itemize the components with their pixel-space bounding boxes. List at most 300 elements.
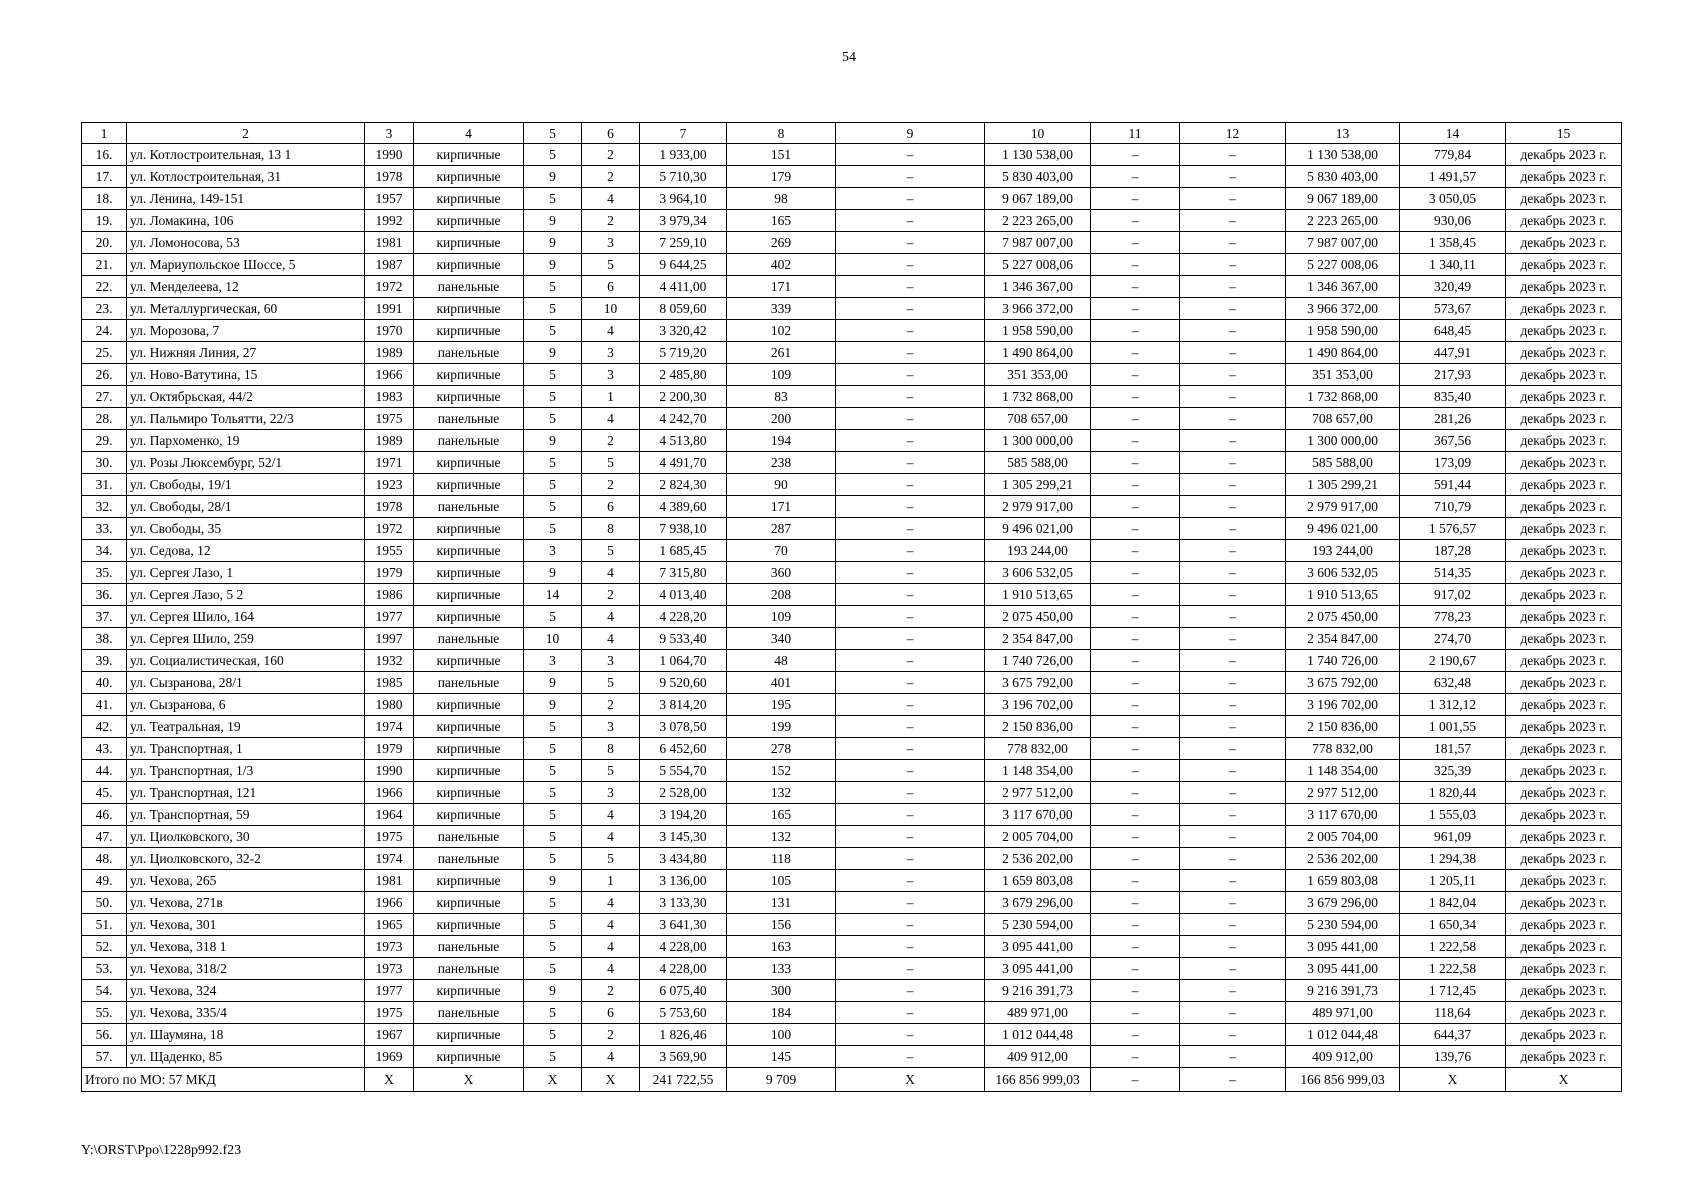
table-cell: 21. xyxy=(82,254,127,276)
table-cell: – xyxy=(1091,936,1180,958)
table-cell: декабрь 2023 г. xyxy=(1506,1046,1622,1068)
table-cell: 4 242,70 xyxy=(640,408,727,430)
address-cell: ул. Пархоменко, 19 xyxy=(127,430,365,452)
table-cell: кирпичные xyxy=(414,386,524,408)
table-cell: 1 346 367,00 xyxy=(1286,276,1400,298)
table-cell: 9 520,60 xyxy=(640,672,727,694)
table-cell: 1969 xyxy=(365,1046,414,1068)
table-cell: – xyxy=(1180,562,1286,584)
table-cell: кирпичные xyxy=(414,232,524,254)
table-cell: 5 xyxy=(524,474,582,496)
table-cell: 5 xyxy=(524,1002,582,1024)
table-row xyxy=(82,958,1622,980)
table-cell: кирпичные xyxy=(414,584,524,606)
address-cell: ул. Транспортная, 1 xyxy=(127,738,365,760)
table-cell: – xyxy=(1091,518,1180,540)
table-cell: 98 xyxy=(727,188,836,210)
table-cell: 5 xyxy=(524,892,582,914)
table-cell: 156 xyxy=(727,914,836,936)
address-cell: ул. Циолковского, 32-2 xyxy=(127,848,365,870)
column-header: 4 xyxy=(414,123,524,144)
table-row xyxy=(82,738,1622,760)
table-cell: 1 958 590,00 xyxy=(1286,320,1400,342)
table-cell: 1974 xyxy=(365,848,414,870)
table-cell: 9 xyxy=(524,342,582,364)
column-header: 1 xyxy=(82,123,127,144)
table-cell: 644,37 xyxy=(1400,1024,1506,1046)
table-cell: 1 xyxy=(582,386,640,408)
table-cell: 1975 xyxy=(365,1002,414,1024)
table-cell: 708 657,00 xyxy=(1286,408,1400,430)
total-cell: X xyxy=(365,1068,414,1092)
table-cell: декабрь 2023 г. xyxy=(1506,584,1622,606)
table-cell: 5 xyxy=(524,320,582,342)
table-cell: – xyxy=(1180,276,1286,298)
table-cell: – xyxy=(1091,342,1180,364)
column-header: 3 xyxy=(365,123,414,144)
column-header: 13 xyxy=(1286,123,1400,144)
table-cell: кирпичные xyxy=(414,188,524,210)
table-cell: – xyxy=(1180,188,1286,210)
table-cell: 5 xyxy=(524,452,582,474)
table-cell: 2 075 450,00 xyxy=(985,606,1091,628)
table-cell: декабрь 2023 г. xyxy=(1506,188,1622,210)
table-cell: 1957 xyxy=(365,188,414,210)
column-header: 8 xyxy=(727,123,836,144)
table-cell: 17. xyxy=(82,166,127,188)
table-cell: 6 xyxy=(582,496,640,518)
table-cell: 55. xyxy=(82,1002,127,1024)
table-cell: 278 xyxy=(727,738,836,760)
table-cell: 1 659 803,08 xyxy=(985,870,1091,892)
table-cell: 1966 xyxy=(365,782,414,804)
table-cell: 5 xyxy=(524,804,582,826)
address-cell: ул. Чехова, 271в xyxy=(127,892,365,914)
table-cell: кирпичные xyxy=(414,166,524,188)
table-cell: 1 064,70 xyxy=(640,650,727,672)
address-cell: ул. Транспортная, 1/3 xyxy=(127,760,365,782)
table-cell: – xyxy=(1091,540,1180,562)
table-row xyxy=(82,694,1622,716)
table-cell: – xyxy=(836,628,985,650)
table-cell: 632,48 xyxy=(1400,672,1506,694)
table-cell: 133 xyxy=(727,958,836,980)
table-cell: кирпичные xyxy=(414,980,524,1002)
table-cell: 1981 xyxy=(365,870,414,892)
table-header-row xyxy=(82,123,1622,144)
address-cell: ул. Свободы, 28/1 xyxy=(127,496,365,518)
table-cell: декабрь 2023 г. xyxy=(1506,364,1622,386)
table-cell: декабрь 2023 г. xyxy=(1506,298,1622,320)
table-cell: 351 353,00 xyxy=(985,364,1091,386)
table-cell: панельные xyxy=(414,628,524,650)
total-cell: X xyxy=(524,1068,582,1092)
table-cell: 4 xyxy=(582,320,640,342)
table-cell: 3 434,80 xyxy=(640,848,727,870)
table-cell: декабрь 2023 г. xyxy=(1506,474,1622,496)
table-cell: 1 659 803,08 xyxy=(1286,870,1400,892)
table-cell: 2 536 202,00 xyxy=(985,848,1091,870)
table-cell: 42. xyxy=(82,716,127,738)
table-cell: 5 xyxy=(582,760,640,782)
total-cell: – xyxy=(1180,1068,1286,1092)
table-cell: кирпичные xyxy=(414,210,524,232)
table-cell: – xyxy=(1091,914,1180,936)
table-cell: 193 244,00 xyxy=(985,540,1091,562)
address-cell: ул. Октябрьская, 44/2 xyxy=(127,386,365,408)
table-cell: 132 xyxy=(727,826,836,848)
table-cell: 1 312,12 xyxy=(1400,694,1506,716)
table-cell: – xyxy=(1180,826,1286,848)
table-cell: – xyxy=(1091,276,1180,298)
table-cell: 489 971,00 xyxy=(985,1002,1091,1024)
table-cell: 585 588,00 xyxy=(985,452,1091,474)
table-cell: 9 xyxy=(524,672,582,694)
address-cell: ул. Чехова, 318 1 xyxy=(127,936,365,958)
table-row xyxy=(82,298,1622,320)
table-cell: 145 xyxy=(727,1046,836,1068)
table-cell: декабрь 2023 г. xyxy=(1506,760,1622,782)
table-cell: 3 679 296,00 xyxy=(1286,892,1400,914)
table-cell: – xyxy=(836,958,985,980)
table-cell: 3 117 670,00 xyxy=(1286,804,1400,826)
table-cell: 4 013,40 xyxy=(640,584,727,606)
table-cell: 1 300 000,00 xyxy=(1286,430,1400,452)
table-cell: 7 315,80 xyxy=(640,562,727,584)
total-cell: 166 856 999,03 xyxy=(1286,1068,1400,1092)
table-cell: – xyxy=(1180,254,1286,276)
table-cell: 3 641,30 xyxy=(640,914,727,936)
table-cell: 34. xyxy=(82,540,127,562)
table-cell: 151 xyxy=(727,144,836,166)
table-cell: 5 xyxy=(524,386,582,408)
table-row xyxy=(82,144,1622,166)
table-cell: 401 xyxy=(727,672,836,694)
table-cell: декабрь 2023 г. xyxy=(1506,958,1622,980)
table-cell: – xyxy=(1091,1024,1180,1046)
table-cell: 514,35 xyxy=(1400,562,1506,584)
table-cell: декабрь 2023 г. xyxy=(1506,628,1622,650)
table-cell: декабрь 2023 г. xyxy=(1506,408,1622,430)
table-row xyxy=(82,452,1622,474)
table-cell: 2 xyxy=(582,210,640,232)
table-cell: 961,09 xyxy=(1400,826,1506,848)
table-cell: 779,84 xyxy=(1400,144,1506,166)
table-cell: – xyxy=(1091,870,1180,892)
table-cell: – xyxy=(836,1046,985,1068)
table-cell: 3 xyxy=(524,650,582,672)
table-row xyxy=(82,518,1622,540)
table-cell: 23. xyxy=(82,298,127,320)
table-row xyxy=(82,650,1622,672)
address-cell: ул. Мариупольское Шоссе, 5 xyxy=(127,254,365,276)
table-row xyxy=(82,936,1622,958)
table-cell: 4 228,20 xyxy=(640,606,727,628)
table-row xyxy=(82,166,1622,188)
table-cell: кирпичные xyxy=(414,452,524,474)
table-cell: 5 xyxy=(582,452,640,474)
table-cell: панельные xyxy=(414,826,524,848)
table-cell: 132 xyxy=(727,782,836,804)
table-cell: – xyxy=(836,584,985,606)
column-header: 14 xyxy=(1400,123,1506,144)
table-cell: – xyxy=(1180,474,1286,496)
table-row xyxy=(82,848,1622,870)
table-cell: 1955 xyxy=(365,540,414,562)
table-cell: – xyxy=(836,364,985,386)
table-cell: – xyxy=(1091,958,1180,980)
table-cell: 2 979 917,00 xyxy=(1286,496,1400,518)
table-row xyxy=(82,914,1622,936)
table-cell: 3 117 670,00 xyxy=(985,804,1091,826)
table-cell: – xyxy=(836,650,985,672)
address-cell: ул. Морозова, 7 xyxy=(127,320,365,342)
table-cell: 2 xyxy=(582,694,640,716)
table-cell: 1992 xyxy=(365,210,414,232)
table-cell: 5 xyxy=(524,188,582,210)
table-cell: – xyxy=(836,430,985,452)
table-cell: 2 150 836,00 xyxy=(985,716,1091,738)
table-cell: – xyxy=(1180,518,1286,540)
address-cell: ул. Котлостроительная, 13 1 xyxy=(127,144,365,166)
table-cell: – xyxy=(836,606,985,628)
table-cell: 1 958 590,00 xyxy=(985,320,1091,342)
table-cell: – xyxy=(1091,364,1180,386)
table-cell: 33. xyxy=(82,518,127,540)
table-cell: 778,23 xyxy=(1400,606,1506,628)
column-header: 2 xyxy=(127,123,365,144)
table-cell: декабрь 2023 г. xyxy=(1506,716,1622,738)
table-cell: 2 979 917,00 xyxy=(985,496,1091,518)
table-cell: 48 xyxy=(727,650,836,672)
table-cell: 1966 xyxy=(365,364,414,386)
table-cell: – xyxy=(1180,342,1286,364)
table-cell: – xyxy=(836,672,985,694)
table-cell: – xyxy=(836,870,985,892)
table-cell: декабрь 2023 г. xyxy=(1506,804,1622,826)
table-cell: 1 732 868,00 xyxy=(985,386,1091,408)
table-cell: – xyxy=(1091,650,1180,672)
table-cell: – xyxy=(836,518,985,540)
table-cell: – xyxy=(836,914,985,936)
address-cell: ул. Металлургическая, 60 xyxy=(127,298,365,320)
table-cell: кирпичные xyxy=(414,364,524,386)
address-cell: ул. Щаденко, 85 xyxy=(127,1046,365,1068)
table-row xyxy=(82,782,1622,804)
table-cell: 193 244,00 xyxy=(1286,540,1400,562)
table-cell: 5 xyxy=(582,848,640,870)
table-cell: 9 216 391,73 xyxy=(985,980,1091,1002)
column-header: 6 xyxy=(582,123,640,144)
table-cell: 2 824,30 xyxy=(640,474,727,496)
table-cell: 2 075 450,00 xyxy=(1286,606,1400,628)
table-cell: декабрь 2023 г. xyxy=(1506,166,1622,188)
table-cell: 9 xyxy=(524,430,582,452)
table-cell: 181,57 xyxy=(1400,738,1506,760)
address-cell: ул. Свободы, 19/1 xyxy=(127,474,365,496)
table-row xyxy=(82,188,1622,210)
table-cell: 325,39 xyxy=(1400,760,1506,782)
table-cell: 1972 xyxy=(365,276,414,298)
table-cell: 778 832,00 xyxy=(985,738,1091,760)
address-cell: ул. Шаумяна, 18 xyxy=(127,1024,365,1046)
table-cell: 2 536 202,00 xyxy=(1286,848,1400,870)
table-cell: – xyxy=(1180,980,1286,1002)
address-cell: ул. Котлостроительная, 31 xyxy=(127,166,365,188)
table-cell: декабрь 2023 г. xyxy=(1506,606,1622,628)
table-cell: 2 190,67 xyxy=(1400,650,1506,672)
table-cell: – xyxy=(836,760,985,782)
table-cell: 7 987 007,00 xyxy=(985,232,1091,254)
table-cell: кирпичные xyxy=(414,1024,524,1046)
table-cell: – xyxy=(1091,562,1180,584)
table-cell: 20. xyxy=(82,232,127,254)
table-cell: 1 305 299,21 xyxy=(985,474,1091,496)
table-cell: 179 xyxy=(727,166,836,188)
table-cell: – xyxy=(836,1024,985,1046)
table-row xyxy=(82,496,1622,518)
table-cell: – xyxy=(836,276,985,298)
table-cell: 648,45 xyxy=(1400,320,1506,342)
table-cell: – xyxy=(1091,738,1180,760)
total-cell: 241 722,55 xyxy=(640,1068,727,1092)
table-cell: – xyxy=(1091,232,1180,254)
table-row xyxy=(82,276,1622,298)
table-cell: кирпичные xyxy=(414,716,524,738)
table-cell: 7 938,10 xyxy=(640,518,727,540)
table-row xyxy=(82,364,1622,386)
table-cell: панельные xyxy=(414,496,524,518)
column-header: 11 xyxy=(1091,123,1180,144)
table-cell: 2 xyxy=(582,166,640,188)
table-cell: 591,44 xyxy=(1400,474,1506,496)
table-cell: 287 xyxy=(727,518,836,540)
table-cell: – xyxy=(1180,760,1286,782)
table-cell: 1 205,11 xyxy=(1400,870,1506,892)
table-cell: панельные xyxy=(414,958,524,980)
table-cell: 3 xyxy=(582,650,640,672)
table-cell: – xyxy=(1180,694,1286,716)
table-cell: кирпичные xyxy=(414,1046,524,1068)
table-cell: 1966 xyxy=(365,892,414,914)
table-cell: 1979 xyxy=(365,562,414,584)
table-cell: 173,09 xyxy=(1400,452,1506,474)
table-cell: 2 354 847,00 xyxy=(1286,628,1400,650)
table-cell: панельные xyxy=(414,672,524,694)
table-cell: 30. xyxy=(82,452,127,474)
table-cell: декабрь 2023 г. xyxy=(1506,518,1622,540)
table-cell: 5 830 403,00 xyxy=(985,166,1091,188)
table-cell: – xyxy=(836,474,985,496)
table-cell: – xyxy=(836,496,985,518)
table-cell: 2 528,00 xyxy=(640,782,727,804)
table-cell: декабрь 2023 г. xyxy=(1506,980,1622,1002)
table-cell: 6 075,40 xyxy=(640,980,727,1002)
table-cell: 3 979,34 xyxy=(640,210,727,232)
table-cell: 5 xyxy=(524,408,582,430)
table-cell: – xyxy=(1180,606,1286,628)
table-cell: 1 222,58 xyxy=(1400,958,1506,980)
address-cell: ул. Чехова, 318/2 xyxy=(127,958,365,980)
table-cell: 50. xyxy=(82,892,127,914)
table-cell: 200 xyxy=(727,408,836,430)
table-row xyxy=(82,562,1622,584)
table-cell: 9 xyxy=(524,166,582,188)
table-cell: 5 230 594,00 xyxy=(985,914,1091,936)
table-cell: – xyxy=(1091,144,1180,166)
table-cell: 1 012 044,48 xyxy=(985,1024,1091,1046)
table-row xyxy=(82,320,1622,342)
table-cell: 1965 xyxy=(365,914,414,936)
table-cell: 109 xyxy=(727,606,836,628)
table-cell: 9 216 391,73 xyxy=(1286,980,1400,1002)
table-cell: панельные xyxy=(414,848,524,870)
table-cell: 1 305 299,21 xyxy=(1286,474,1400,496)
table-cell: 22. xyxy=(82,276,127,298)
table-cell: 195 xyxy=(727,694,836,716)
table-cell: 1 001,55 xyxy=(1400,716,1506,738)
address-cell: ул. Сергея Лазо, 1 xyxy=(127,562,365,584)
table-cell: – xyxy=(836,738,985,760)
column-header: 15 xyxy=(1506,123,1622,144)
table-cell: кирпичные xyxy=(414,298,524,320)
table-cell: панельные xyxy=(414,430,524,452)
table-cell: – xyxy=(836,936,985,958)
table-cell: 269 xyxy=(727,232,836,254)
address-cell: ул. Сергея Шило, 164 xyxy=(127,606,365,628)
table-cell: – xyxy=(836,826,985,848)
table-cell: – xyxy=(836,782,985,804)
table-cell: кирпичные xyxy=(414,144,524,166)
address-cell: ул. Седова, 12 xyxy=(127,540,365,562)
table-cell: 1 130 538,00 xyxy=(1286,144,1400,166)
table-cell: – xyxy=(1091,848,1180,870)
table-cell: 1 712,45 xyxy=(1400,980,1506,1002)
table-cell: – xyxy=(836,232,985,254)
table-cell: панельные xyxy=(414,342,524,364)
table-row xyxy=(82,474,1622,496)
table-cell: 6 452,60 xyxy=(640,738,727,760)
table-cell: 1979 xyxy=(365,738,414,760)
table-cell: декабрь 2023 г. xyxy=(1506,672,1622,694)
table-row xyxy=(82,430,1622,452)
table-row xyxy=(82,1024,1622,1046)
table-cell: 1 xyxy=(582,870,640,892)
table-cell: 5 xyxy=(524,848,582,870)
table-cell: 83 xyxy=(727,386,836,408)
table-cell: 1 012 044,48 xyxy=(1286,1024,1400,1046)
table-cell: 917,02 xyxy=(1400,584,1506,606)
table-cell: кирпичные xyxy=(414,650,524,672)
table-cell: декабрь 2023 г. xyxy=(1506,342,1622,364)
total-cell: X xyxy=(414,1068,524,1092)
table-cell: – xyxy=(1091,430,1180,452)
column-header: 9 xyxy=(836,123,985,144)
table-cell: 4 xyxy=(582,914,640,936)
table-cell: 9 xyxy=(524,232,582,254)
table-cell: 4 228,00 xyxy=(640,958,727,980)
table-cell: 9 xyxy=(524,870,582,892)
table-cell: 409 912,00 xyxy=(1286,1046,1400,1068)
table-cell: 5 xyxy=(524,1024,582,1046)
table-cell: 6 xyxy=(582,1002,640,1024)
table-cell: 1973 xyxy=(365,958,414,980)
table-cell: 4 228,00 xyxy=(640,936,727,958)
table-cell: – xyxy=(1091,1046,1180,1068)
table-cell: 1923 xyxy=(365,474,414,496)
table-cell: 31. xyxy=(82,474,127,496)
table-cell: 1972 xyxy=(365,518,414,540)
